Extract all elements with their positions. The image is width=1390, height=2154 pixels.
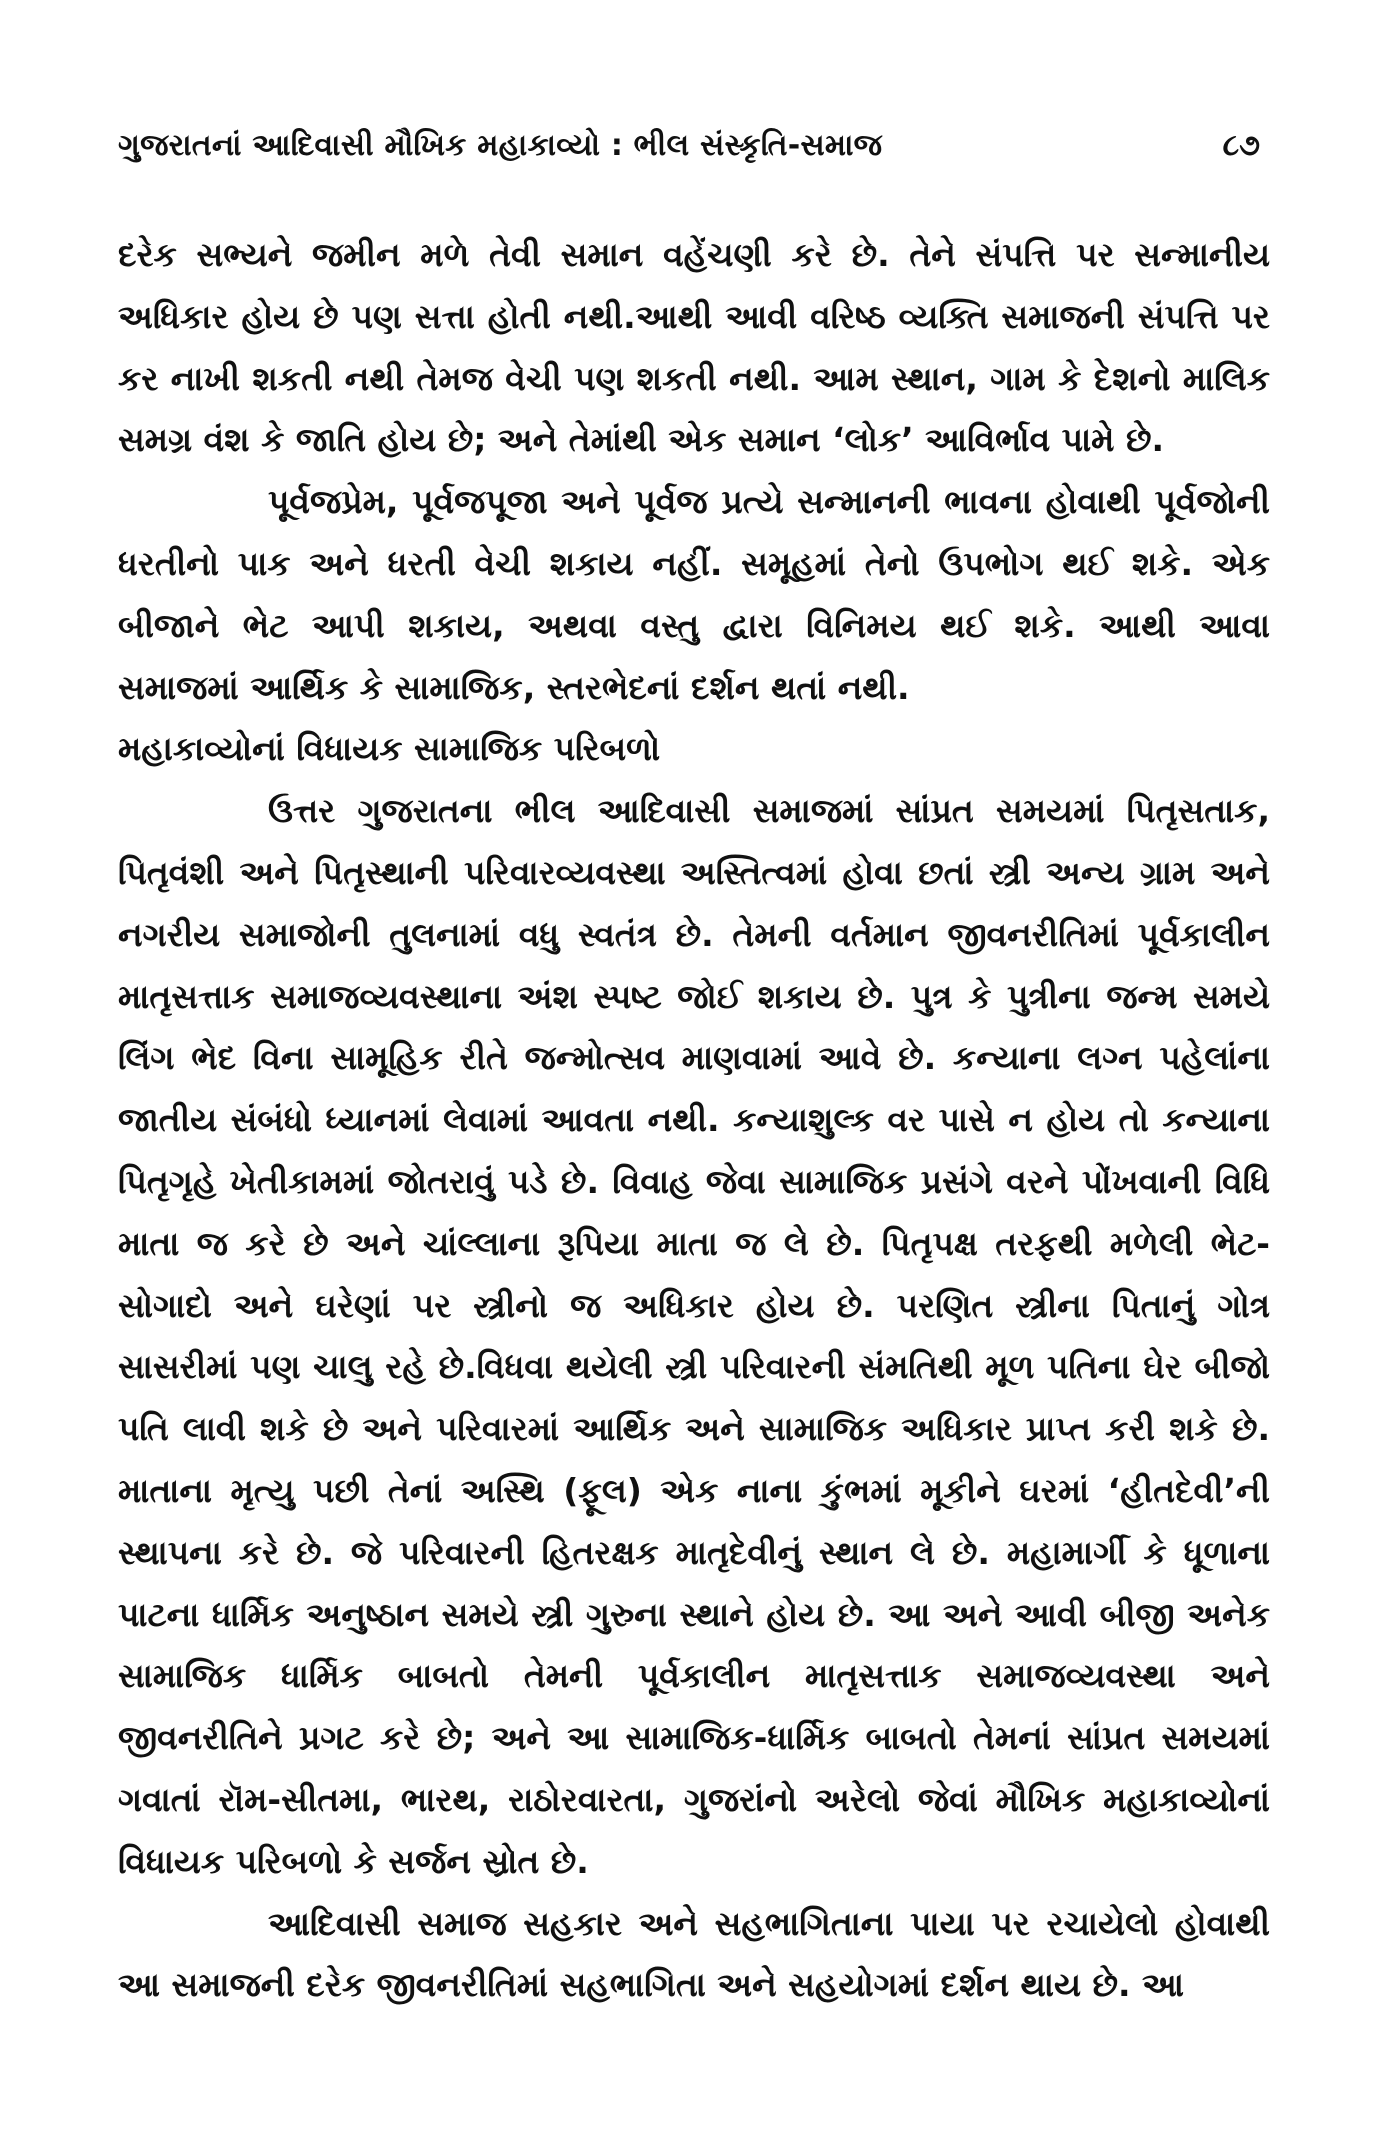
paragraph-continued: દરેક સભ્યને જમીન મળે તેવી સમાન વહેંચણી કરે છે. તેને સંપત્તિ પર સન્માનીય અધિકાર હોય છે પણ સત્તા હોતી નથી.આથી આવી વરિષ્ઠ વ્યક્તિ સમાજની સંપત્તિ પર કર નાખી શકતી નથી તેમજ વેચી પણ શકતી નથી. આમ સ્થાન, ગામ કે દેશનો માલિક સમગ્ર વંશ કે જાતિ હોય છે; અને તેમાંથી એક સમાન ‘લોક’ આવિર્ભાવ પામે છે. bbox=[118, 235, 1270, 460]
running-header bbox=[118, 128, 1270, 188]
section-heading: મહાકાવ્યોનાં વિધાયક સામાજિક પરિબળો bbox=[118, 729, 661, 769]
paragraph-cooperation: આદિવાસી સમાજ સહકાર અને સહભાગિતાના પાયા પર રચાયેલો હોવાથી આ સમાજની દરેક જીવનરીતિમાં સહભાગિતા અને સહયોગમાં દર્શન થાય છે. આ bbox=[118, 1903, 1270, 2005]
paragraph-social-factors: ઉત્તર ગુજરાતના ભીલ આદિવાસી સમાજમાં સાંપ્રત સમયમાં પિતૃસતાક, પિતૃવંશી અને પિતૃસ્થાની પરિવારવ્યવસ્થા અસ્તિત્વમાં હોવા છતાં સ્ત્રી અન્ય ગ્રામ અને નગરીય સમાજોની તુલનામાં વધુ સ્વતંત્ર છે. તેમની વર્તમાન જીવનરીતિમાં પૂર્વકાલીન માતૃસત્તાક સમાજવ્યવસ્થાના અંશ સ્પષ્ટ જોઈ શકાય છે. પુત્ર કે પુત્રીના જન્મ સમયે લિંગ ભેદ વિના સામૂહિક રીતે જન્મોત્સવ માણવામાં આવે છે. કન્યાના લગ્ન પહેલાંના જાતીય સંબંધો ધ્યાનમાં લેવામાં આવતા નથી. કન્યાશુલ્ક વર પાસે ન હોય તો કન્યાના પિતૃગૃહે ખેતીકામમાં જોતરાવું પડે છે. વિવાહ જેવા સામાજિક પ્રસંગે વરને પોંખવાની વિધિ માતા જ કરે છે અને ચાંલ્લાના રૂપિયા માતા જ લે છે. પિતૃપક્ષ તરફથી મળેલી ભેટ-સોગાદો અને ઘરેણાં પર સ્ત્રીનો જ અધિકાર હોય છે. પરણિત સ્ત્રીના પિતાનું ગોત્ર સાસરીમાં પણ ચાલુ રહે છે.વિધવા થયેલી સ્ત્રી પરિવારની સંમતિથી મૂળ પતિના ઘેર બીજો પતિ લાવી શકે છે અને પરિવારમાં આર્થિક અને સામાજિક અધિકાર પ્રાપ્ત કરી શકે છે. માતાના મૃત્યુ પછી તેનાં અસ્થિ (ફૂલ) એક નાના કુંભમાં મૂકીને ઘરમાં ‘હીતદેવી’ની સ્થાપના કરે છે. જે પરિવારની હિતરક્ષક માતૃદેવીનું સ્થાન લે છે. મહામાર્ગી કે ધૂળાના પાટના ધાર્મિક અનુષ્ઠાન સમયે સ્ત્રી ગુરુના સ્થાને હોય છે. આ અને આવી બીજી અનેક સામાજિક ધાર્મિક બાબતો તેમની પૂર્વકાલીન માતૃસત્તાક સમાજવ્યવસ્થા અને જીવનરીતિને પ્રગટ કરે છે; અને આ સામાજિક-ધાર્મિક બાબતો તેમનાં સાંપ્રત સમયમાં ગવાતાં રૉમ-સીતમા, ભારથ, રાઠોરવારતા, ગુજરાંનો અરેલો જેવાં મૌખિક મહાકાવ્યોનાં વિધાયક પરિબળો કે સર્જન સ્રોત છે. bbox=[118, 791, 1271, 1881]
paragraph-ancestor-land: પૂર્વજપ્રેમ, પૂર્વજપૂજા અને પૂર્વજ પ્રત્યે સન્માનની ભાવના હોવાથી પૂર્વજોની ધરતીનો પાક અને ધરતી વેચી શકાય નહીં. સમૂહમાં તેનો ઉપભોગ થઈ શકે. એક બીજાને ભેટ આપી શકાય, અથવા વસ્તુ દ્વારા વિનિમય થઈ શકે. આથી આવા સમાજમાં આર્થિક કે સામાજિક, સ્તરભેદનાં દર્શન થતાં નથી. bbox=[118, 482, 1270, 707]
running-header-title: ગુજરાતનાં આદિવાસી મૌખિક મહાકાવ્યો : ભીલ સંસ્કૃતિ-સમાજ bbox=[118, 128, 883, 163]
page-number: ૮૭ bbox=[1222, 128, 1260, 163]
